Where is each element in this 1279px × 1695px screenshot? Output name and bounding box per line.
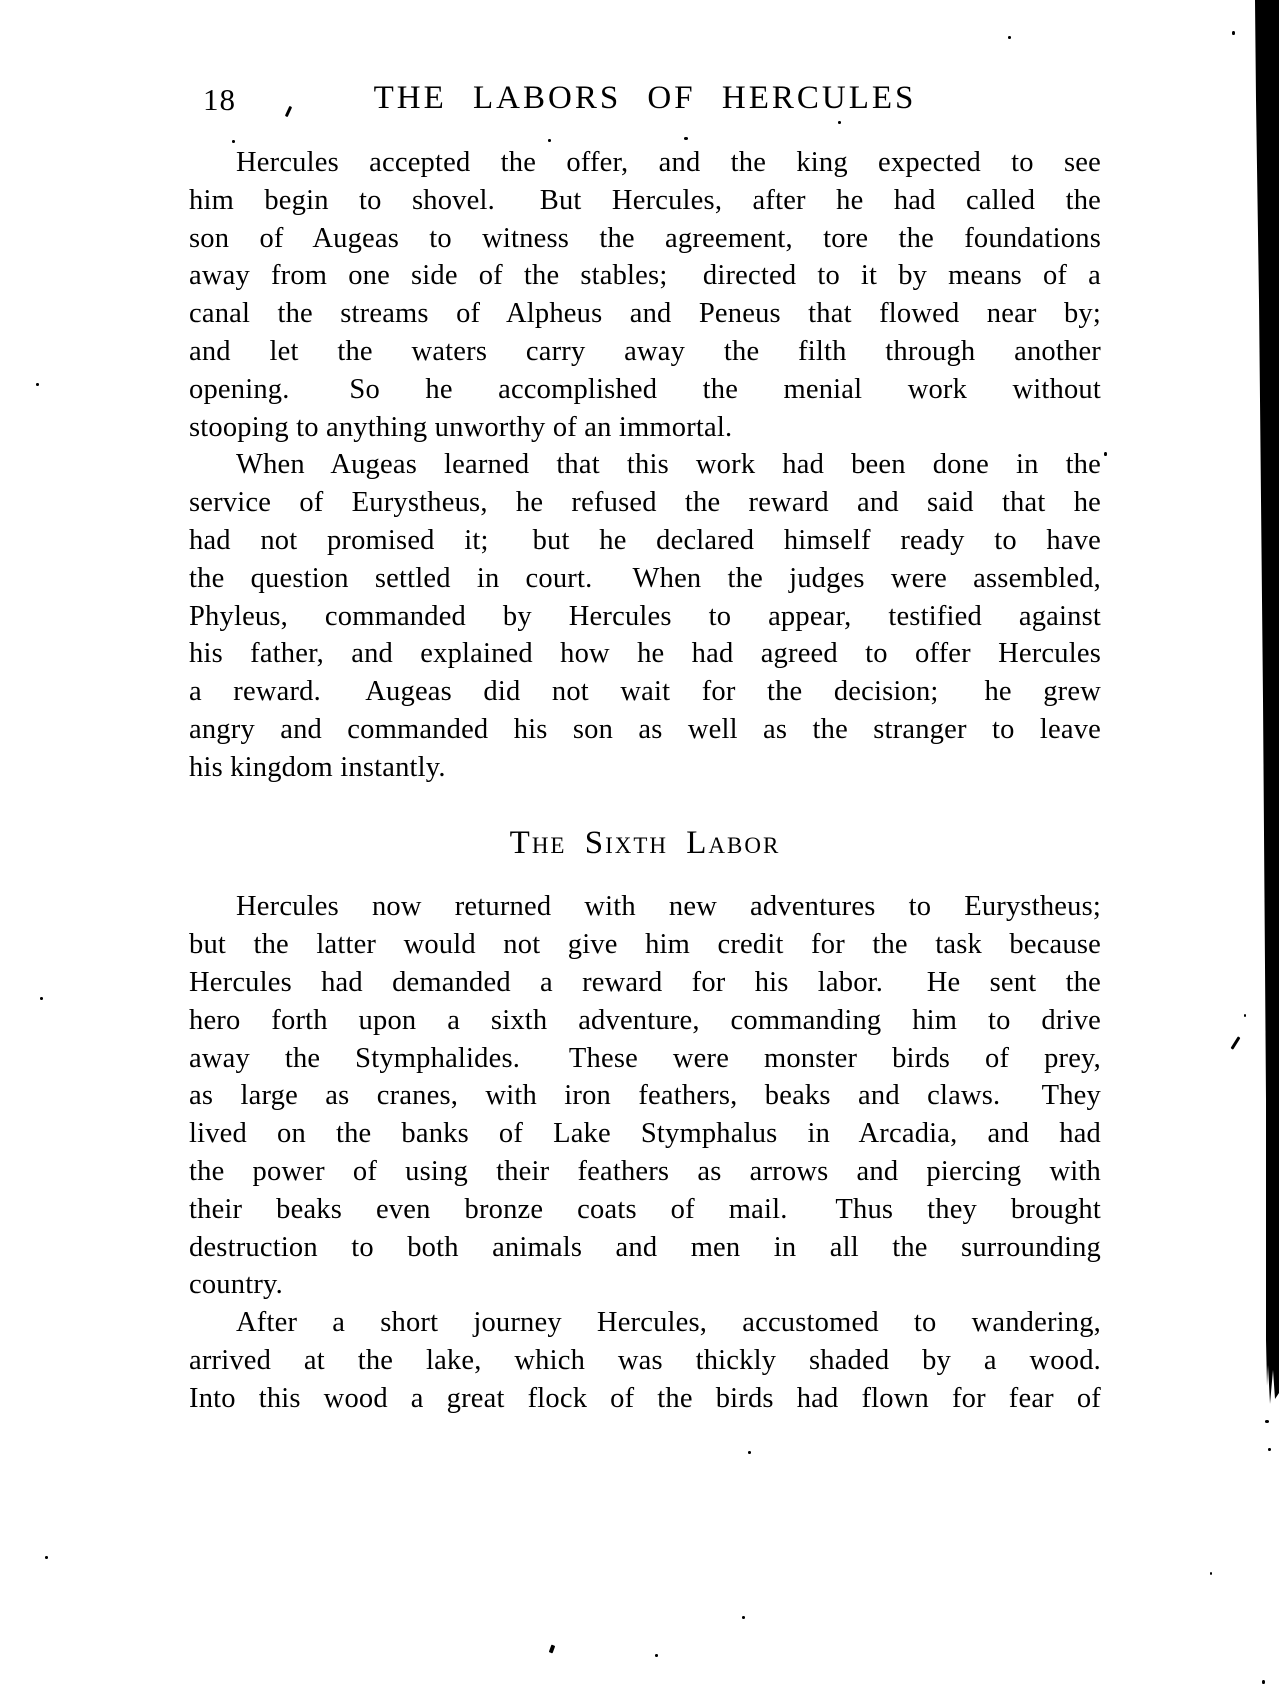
scan-speck — [1008, 36, 1011, 39]
text-line: canal the streams of Alpheus and Peneus that flowed near by; — [189, 298, 1101, 330]
scan-speck — [1262, 1680, 1265, 1684]
text-line: and let the waters carry away the filth through another — [189, 335, 1101, 367]
paragraph-3 — [189, 888, 1101, 1304]
scan-speck — [1104, 452, 1107, 456]
text-line: the question settled in court. When the judges were assembled, — [189, 562, 1101, 594]
text-line: a reward. Augeas did not wait for the decision; he grew — [189, 676, 1101, 708]
text-line: his father, and explained how he had agreed to offer Hercules — [189, 638, 1101, 670]
text-line: Hercules now returned with new adventures to Eurystheus; — [236, 891, 1101, 923]
text-line: lived on the banks of Lake Stymphalus in Arcadia, and had — [189, 1118, 1101, 1150]
running-title: THE LABORS OF HERCULES — [373, 80, 917, 116]
scan-speck — [748, 1451, 751, 1454]
scan-speck — [36, 383, 39, 386]
page-body — [189, 144, 1101, 1418]
running-head — [189, 80, 1101, 120]
text-line: arrived at the lake, which was thickly shaded by a wood. — [189, 1344, 1101, 1376]
scan-speck — [548, 139, 551, 142]
scan-speck — [1232, 31, 1235, 35]
text-line: away from one side of the stables; directed to it by means of a — [189, 260, 1101, 292]
scan-speck — [549, 1645, 555, 1654]
scan-speck — [1210, 1572, 1212, 1575]
scanner-edge-bar — [1248, 0, 1279, 1410]
text-line: away the Stymphalides. These were monster birds of prey, — [189, 1042, 1101, 1074]
text-line: but the latter would not give him credit for the task because — [189, 929, 1101, 961]
text-line: Hercules accepted the offer, and the king expected to see — [236, 147, 1101, 178]
page-number: 18 — [203, 82, 236, 117]
section-heading: The Sixth Labor — [509, 824, 781, 861]
text-line: opening. So he accomplished the menial work without — [189, 373, 1101, 405]
text-line: service of Eurystheus, he refused the reward and said that he — [189, 487, 1101, 519]
scan-speck — [40, 997, 43, 1000]
text-line: Hercules had demanded a reward for his labor. He sent the — [189, 966, 1101, 998]
text-line: When Augeas learned that this work had been done in the — [236, 449, 1101, 481]
text-line: the power of using their feathers as arrows and piercing with — [189, 1155, 1101, 1187]
text-line: angry and commanded his son as well as the stranger to leave — [189, 713, 1101, 745]
scan-speck — [232, 140, 235, 143]
text-line: as large as cranes, with iron feathers, beaks and claws. They — [189, 1080, 1101, 1112]
scan-speck — [655, 1654, 658, 1657]
paragraph-4 — [189, 1304, 1101, 1417]
scan-speck — [838, 121, 841, 124]
text-line: their beaks even bronze coats of mail. Thus they brought — [189, 1193, 1101, 1225]
scan-speck — [1265, 1420, 1269, 1423]
text-line: destruction to both animals and men in all the surrounding — [189, 1231, 1101, 1263]
text-line: Into this wood a great flock of the birds had flown for fear of — [189, 1382, 1101, 1414]
text-line: son of Augeas to witness the agreement, tore the foundations — [189, 222, 1101, 254]
scan-speck — [1231, 1036, 1241, 1049]
paragraph-2 — [189, 446, 1101, 786]
scan-speck — [1244, 1014, 1246, 1017]
text-line: hero forth upon a sixth adventure, commanding him to drive — [189, 1004, 1101, 1036]
text-line: stooping to anything unworthy of an immortal. — [189, 411, 733, 443]
text-line: him begin to shovel. But Hercules, after he had called the — [189, 184, 1101, 216]
text-line: had not promised it; but he declared himself ready to have — [189, 524, 1101, 556]
text-line: Phyleus, commanded by Hercules to appear, testified against — [189, 600, 1101, 632]
text-line: country. — [189, 1269, 283, 1301]
text-line: his kingdom instantly. — [189, 751, 446, 783]
scan-speck — [742, 1616, 745, 1619]
paragraph-1 — [189, 144, 1101, 446]
scan-speck — [45, 1556, 48, 1559]
scan-speck — [1268, 1448, 1271, 1451]
scan-speck — [684, 137, 688, 140]
text-line: After a short journey Hercules, accustomed to wandering, — [236, 1307, 1101, 1339]
